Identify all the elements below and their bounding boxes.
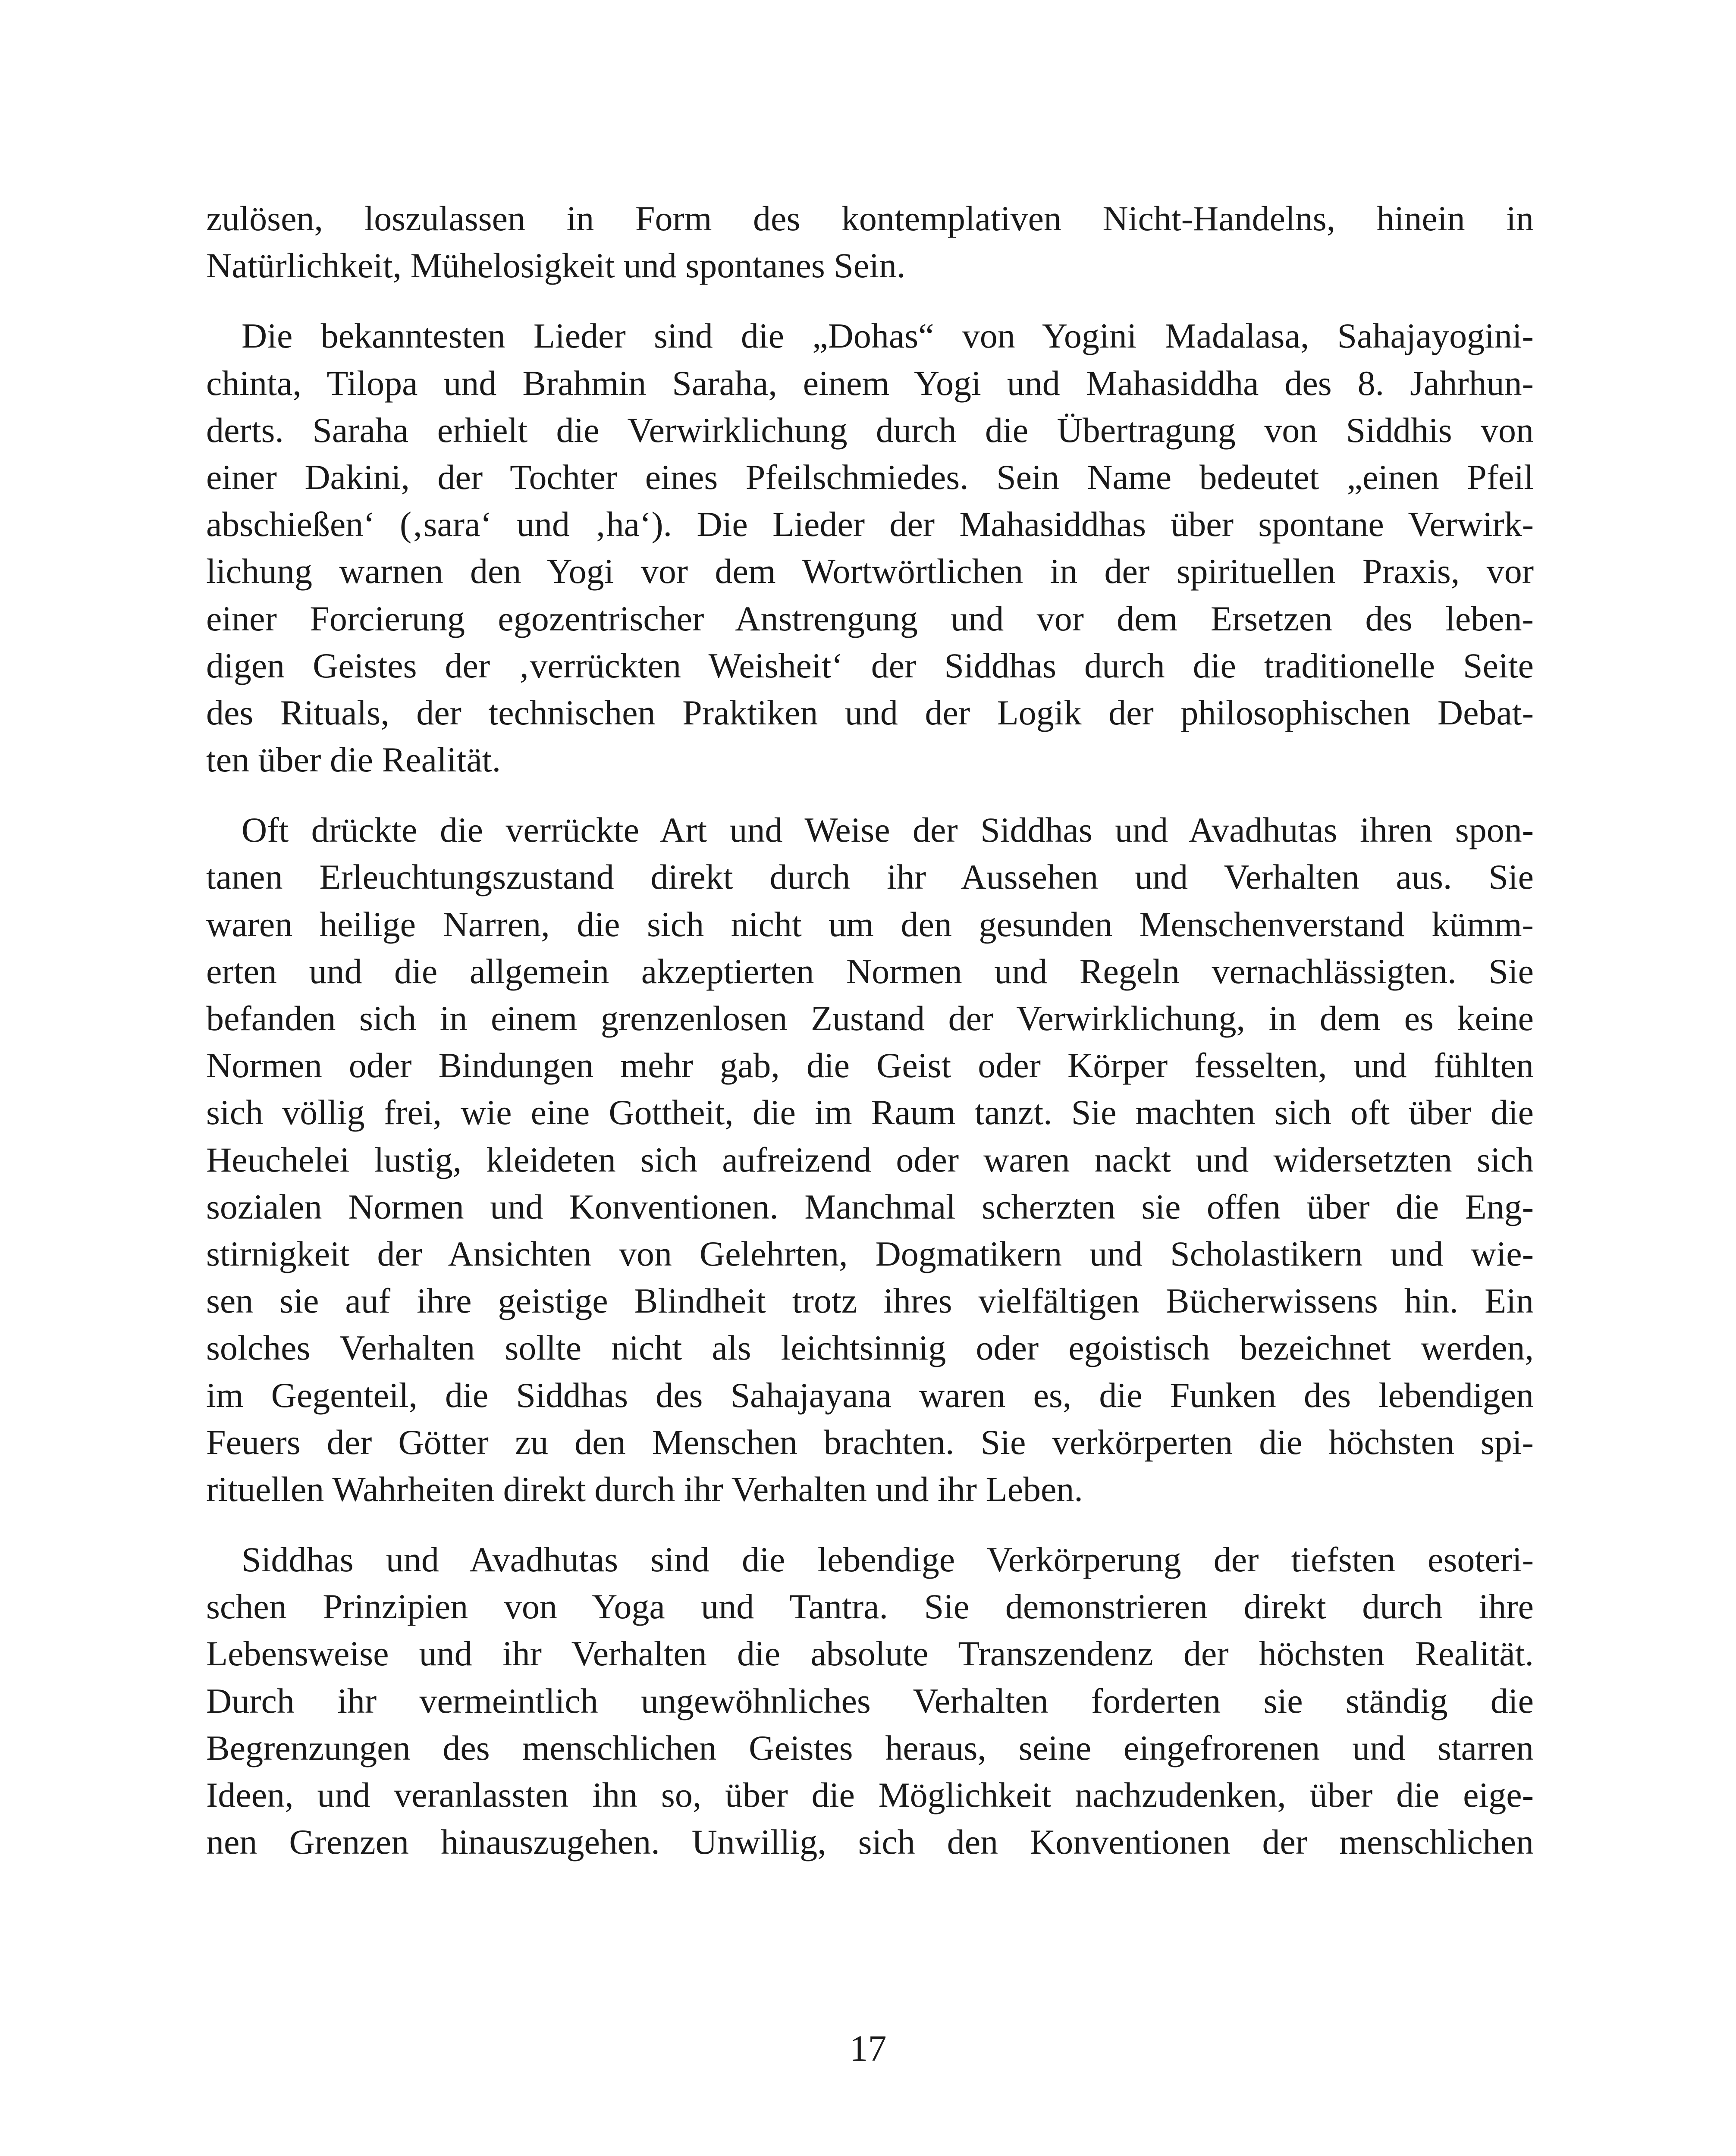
text-line: Ideen, und veranlassten ihn so, über die Möglichkeit nachzudenken, über die eige- [206, 1775, 1534, 1814]
text-line: des Rituals, der technischen Praktiken und der Logik der philosophischen Debat- [206, 693, 1534, 732]
page-number: 17 [849, 2028, 887, 2069]
text-line: einer Forcierung egozentrischer Anstrengung und vor dem Ersetzen des leben- [206, 599, 1534, 638]
text-line: Normen oder Bindungen mehr gab, die Geist oder Körper fesselten, und fühlten [206, 1046, 1534, 1085]
paragraph-1 [206, 195, 1534, 289]
body-text [206, 195, 1534, 1889]
text-line: einer Dakini, der Tochter eines Pfeilschmiedes. Sein Name bedeutet „einen Pfeil [206, 457, 1534, 497]
text-line: Natürlichkeit, Mühelosigkeit und spontanes Sein. [206, 246, 906, 285]
text-line: Feuers der Götter zu den Menschen brachten. Sie verkörperten die höchsten spi- [206, 1422, 1534, 1462]
text-line: Die bekanntesten Lieder sind die „Dohas“ von Yogini Madalasa, Sahajayogini- [242, 316, 1534, 356]
text-line: ten über die Realität. [206, 740, 501, 780]
text-line: stirnigkeit der Ansichten von Gelehrten, Dogmatikern und Scholastikern und wie- [206, 1234, 1534, 1273]
text-line: im Gegenteil, die Siddhas des Sahajayana waren es, die Funken des lebendigen [206, 1375, 1534, 1415]
paragraph-4 [206, 1536, 1534, 1865]
text-line: befanden sich in einem grenzenlosen Zustand der Verwirklichung, in dem es keine [206, 999, 1534, 1038]
text-line: sen sie auf ihre geistige Blindheit trotz ihres vielfältigen Bücherwissens hin. Ein [206, 1281, 1534, 1321]
text-line: Heuchelei lustig, kleideten sich aufreizend oder waren nackt und widersetzten sich [206, 1140, 1534, 1179]
text-line: Oft drückte die verrückte Art und Weise der Siddhas und Avadhutas ihren spon- [242, 810, 1534, 850]
text-line: zulösen, loszulassen in Form des kontemplativen Nicht-Handelns, hinein in [206, 199, 1534, 238]
text-line: waren heilige Narren, die sich nicht um den gesunden Menschenverstand kümm- [206, 904, 1534, 944]
text-line: sich völlig frei, wie eine Gottheit, die im Raum tanzt. Sie machten sich oft über die [206, 1093, 1534, 1132]
text-line: derts. Saraha erhielt die Verwirklichung durch die Übertragung von Siddhis von [206, 410, 1534, 450]
text-line: Begrenzungen des menschlichen Geistes heraus, seine eingefrorenen und starren [206, 1728, 1534, 1767]
paragraph-3 [206, 806, 1534, 1513]
text-line: sozialen Normen und Konventionen. Manchmal scherzten sie offen über die Eng- [206, 1187, 1534, 1226]
paragraph-2 [206, 312, 1534, 783]
text-line: erten und die allgemein akzeptierten Normen und Regeln vernachlässigten. Sie [206, 951, 1534, 991]
text-line: schen Prinzipien von Yoga und Tantra. Sie demonstrieren direkt durch ihre [206, 1587, 1534, 1626]
text-line: Lebensweise und ihr Verhalten die absolute Transzendenz der höchsten Realität. [206, 1634, 1534, 1673]
text-line: digen Geistes der ‚verrückten Weisheit‘ der Siddhas durch die traditionelle Seite [206, 646, 1534, 685]
text-line: Durch ihr vermeintlich ungewöhnliches Verhalten forderten sie ständig die [206, 1681, 1534, 1720]
text-line: solches Verhalten sollte nicht als leichtsinnig oder egoistisch bezeichnet werden, [206, 1328, 1534, 1368]
text-line: rituellen Wahrheiten direkt durch ihr Verhalten und ihr Leben. [206, 1469, 1083, 1509]
text-line: tanen Erleuchtungszustand direkt durch ihr Aussehen und Verhalten aus. Sie [206, 857, 1534, 897]
text-line: chinta, Tilopa und Brahmin Saraha, einem Yogi und Mahasiddha des 8. Jahrhun- [206, 363, 1534, 403]
text-line: lichung warnen den Yogi vor dem Wortwörtlichen in der spirituellen Praxis, vor [206, 552, 1534, 591]
text-line: nen Grenzen hinauszugehen. Unwillig, sich den Konventionen der menschlichen [206, 1822, 1534, 1862]
text-line: Siddhas und Avadhutas sind die lebendige Verkörperung der tiefsten esoteri- [242, 1540, 1534, 1579]
text-line: abschießen‘ (‚sara‘ und ‚ha‘). Die Lieder der Mahasiddhas über spontane Verwirk- [206, 505, 1534, 544]
